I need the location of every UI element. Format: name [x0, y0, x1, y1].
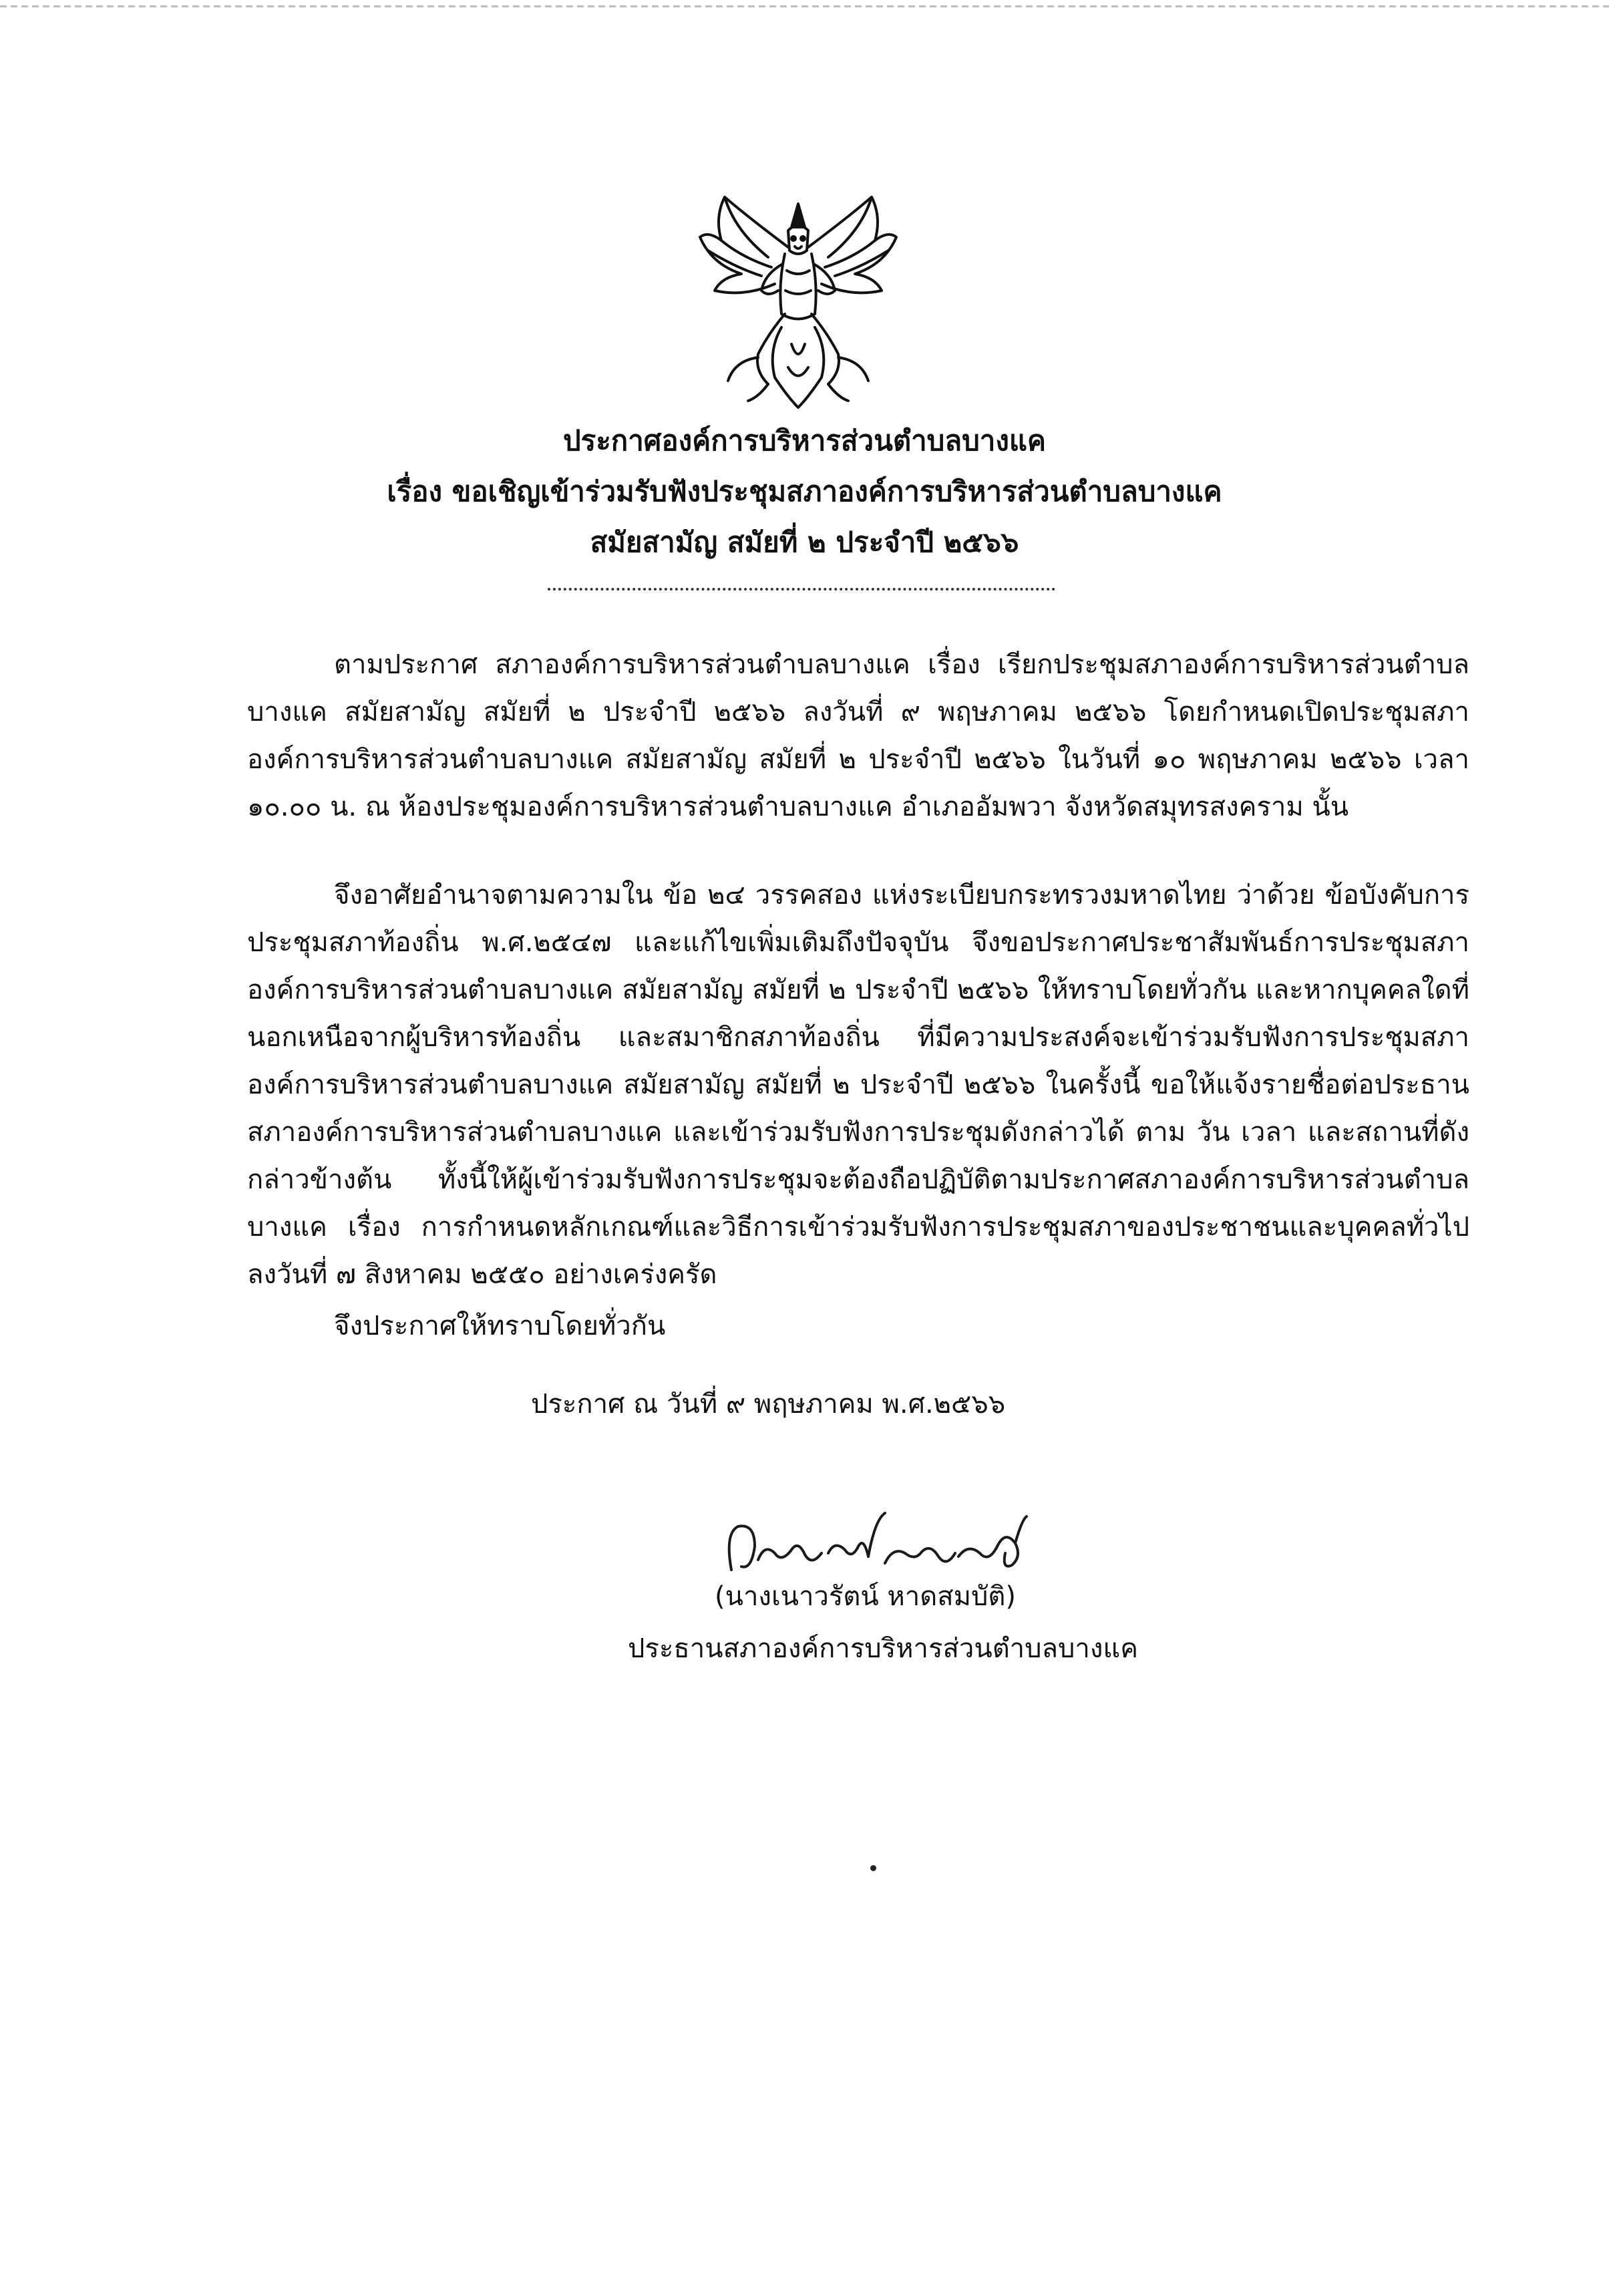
- signatory-name: (นางเนาวรัตน์ หาดสมบัติ): [715, 1581, 1016, 1612]
- scan-edge: [0, 5, 1609, 7]
- announcement-session: สมัยสามัญ สมัยที่ ๒ ประจำปี ๒๕๖๖: [590, 526, 1019, 558]
- body-paragraph-1: ตามประกาศ สภาองค์การบริหารส่วนตำบลบางแค เรื่อง เรียกประชุมสภาองค์การบริหารส่วนตำบลบางแค สมัยสามัญ สมัยที่ ๒ ประจำปี ๒๕๖๖ ลงวันที่ ๙ พฤษภาคม ๒๕๖๖ โดยกำหนดเปิดประชุมสภาองค์การบริหารส่วนตำบลบางแค สมัยสามัญ สมัยที่ ๒ ประจำปี ๒๕๖๖ ในวันที่ ๑๐ พฤษภาคม ๒๕๖๖ เวลา ๑๐.๐๐ น. ณ ห้องประชุมองค์การบริหารส่วนตำบลบางแค อำเภออัมพวา จังหวัดสมุทรสงคราม นั้น: [247, 649, 1469, 822]
- handwritten-signature: [718, 1506, 1032, 1583]
- closing-statement: จึงประกาศให้ทราบโดยทั่วกัน: [334, 1311, 666, 1341]
- announcement-subject: เรื่อง ขอเชิญเข้าร่วมรับฟังประชุมสภาองค์การบริหารส่วนตำบลบางแค: [387, 475, 1222, 508]
- body-paragraph-2: จึงอาศัยอำนาจตามความใน ข้อ ๒๔ วรรคสอง แห่งระเบียบกระทรวงมหาดไทย ว่าด้วย ข้อบังคับการประชุมสภาท้องถิ่น พ.ศ.๒๕๔๗ และแก้ไขเพิ่มเติมถึงปัจจุบัน จึงขอประกาศประชาสัมพันธ์การประชุมสภาองค์การบริหารส่วนตำบลบางแค สมัยสามัญ สมัยที่ ๒ ประจำปี ๒๕๖๖ ให้ทราบโดยทั่วกัน และหากบุคคลใดที่นอกเหนือจากผู้บริหารท้องถิ่น และสมาชิกสภาท้องถิ่น ที่มีความประสงค์จะเข้าร่วมรับฟังการประชุมสภาองค์การบริหารส่วนตำบลบางแค สมัยสามัญ สมัยที่ ๒ ประจำปี ๒๕๖๖ ในครั้งนี้ ขอให้แจ้งรายชื่อต่อประธานสภาองค์การบริหารส่วนตำบลบางแค และเข้าร่วมรับฟังการประชุมดังกล่าวได้ ตาม วัน เวลา และสถานที่ดังกล่าวข้างต้น ทั้งนี้ให้ผู้เข้าร่วมรับฟังการประชุมจะต้องถือปฏิบัติตามประกาศสภาองค์การบริหารส่วนตำบลบางแค เรื่อง การกำหนดหลักเกณฑ์และวิธีการเข้าร่วมรับฟังการประชุมสภาของประชาชนและบุคคลทั่วไป ลงวันที่ ๗ สิงหาคม ๒๕๕๐ อย่างเคร่งครัด: [247, 880, 1469, 1290]
- scan-speck: [870, 1865, 876, 1871]
- garuda-emblem-icon: [695, 190, 902, 414]
- title-divider: [548, 588, 1055, 591]
- announcement-title: ประกาศองค์การบริหารส่วนตำบลบางแค: [562, 424, 1046, 457]
- signatory-position: ประธานสภาองค์การบริหารส่วนตำบลบางแค: [628, 1633, 1138, 1664]
- announcement-date: ประกาศ ณ วันที่ ๙ พฤษภาคม พ.ศ.๒๕๖๖: [531, 1389, 1006, 1420]
